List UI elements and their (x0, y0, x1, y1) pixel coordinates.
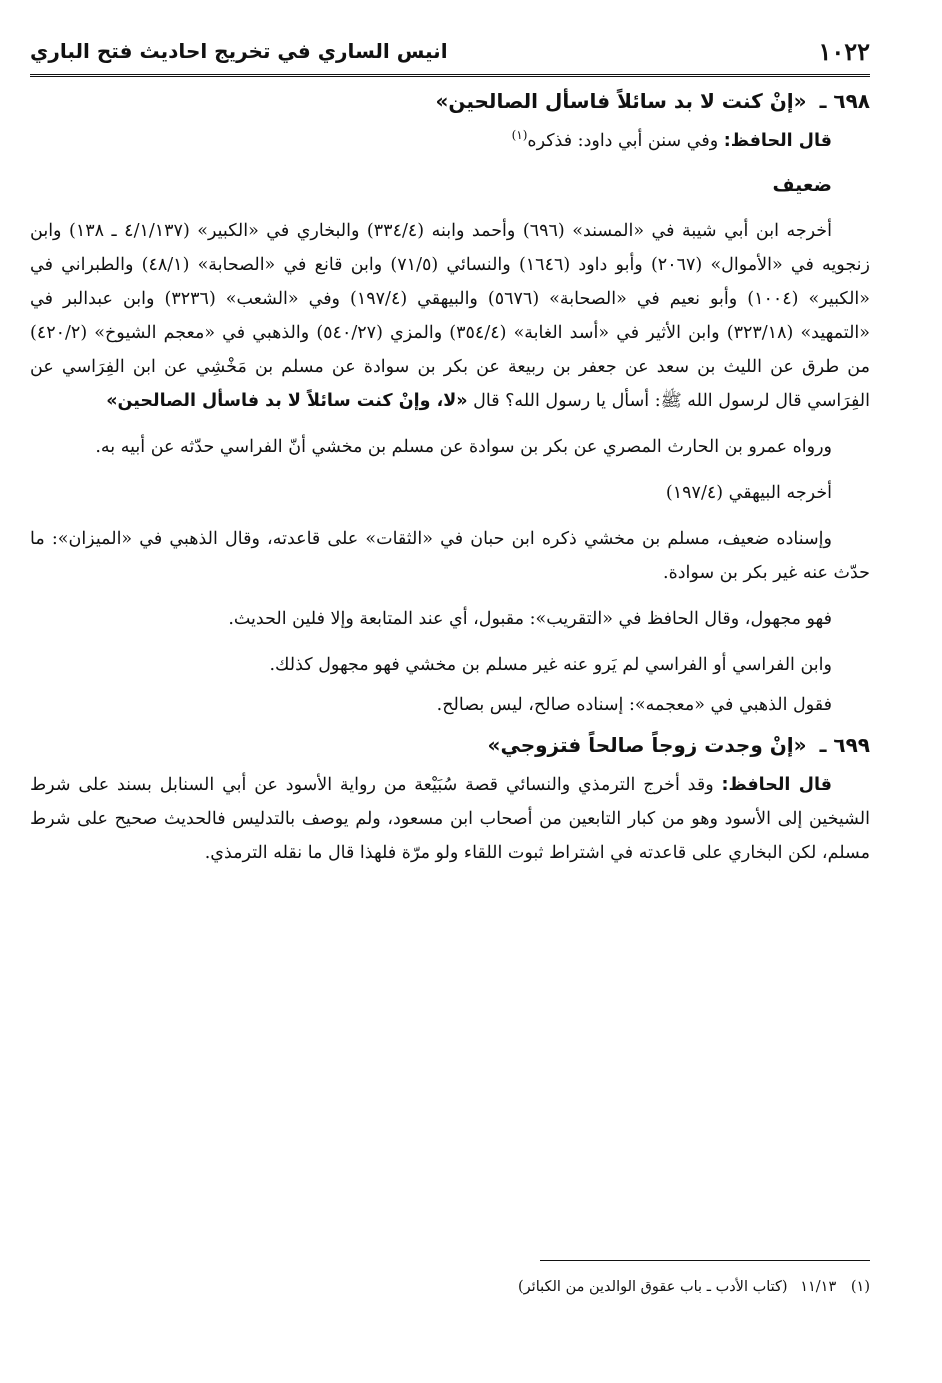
running-title: انيس الساري في تخريج احاديث فتح الباري (30, 39, 448, 63)
hadith-text-bold: «لا، وإنْ كنت سائلاً لا بد فاسأل الصالحين» (106, 391, 468, 411)
hafiz-text: وفي سنن أبي داود: فذكره (527, 131, 719, 151)
hafiz-label: قال الحافظ: (723, 131, 832, 151)
hafiz-statement-699 (30, 768, 870, 870)
footnote-marker: (١) (511, 128, 528, 143)
hafiz-text: وقد أخرج الترمذي والنسائي قصة سُبَيْعة من رواية الأسود عن أبي السنابل بسند على شرط الشيخين إلى الأسود وهو من كبار التابعين من أصحاب ابن مسعود، ولم يوصف بالتدليس فالحديث صحيح على شرط مسلم، لكن البخاري على قاعدته في اشتراط ثبوت اللقاء ولو مرّة فلهذا قال ما نقله الترمذي. (30, 775, 870, 863)
footnote-text: (كتاب الأدب ـ باب عقوق الوالدين من الكبائر) (518, 1279, 788, 1295)
grading-verdict: ضعيف (772, 174, 832, 196)
hadith-number: ٦٩٨ ـ (819, 89, 870, 113)
takhrij-line: أخرجه البيهقي (١٩٧/٤) (665, 483, 832, 503)
page-header (30, 28, 870, 77)
page-number: ١٠٢٢ (818, 36, 870, 66)
isnad-paragraph: وإسناده ضعيف، مسلم بن مخشي ذكره ابن حبان في «الثقات» على قاعدته، وقال الذهبي في «الميزان»: ما حدّث عنه غير بكر بن سوادة. (30, 529, 870, 583)
page-content (30, 84, 870, 870)
paragraph-text: أخرجه ابن أبي شيبة في «المسند» (٦٩٦) وأحمد وابنه (٣٣٤/٤) والبخاري في «الكبير» (٤/١/١٣٧ ـ ١٣٨) وابن زنجويه في «الأموال» (٢٠٦٧) وأبو داود (١٦٤٦) والنسائي (٧١/٥) وابن قانع في «الصحابة» (٤٨/١) والطبراني في «الكبير» (١٠٠٤) وأبو نعيم في «الصحابة» (٥٦٧٦) والبيهقي (١٩٧/٤) وفي «الشعب» (٣٢٣٦) وابن عبدالبر في «التمهيد» (٣٢٣/١٨) وابن الأثير في «أسد الغابة» (٣٥٤/٤) والمزي (٥٤٠/٢٧) والذهبي في «معجم الشيوخ» (٤٢٠/٢) من طرق عن الليث بن سعد عن جعفر بن ربيعة عن بكر بن سوادة عن مسلم بن مَخْشِي عن ابن الفِرَاسي عن الفِرَاسي قال لرسول الله ﷺ: أسأل يا رسول الله؟ قال (30, 221, 870, 411)
narration-paragraph: ورواه عمرو بن الحارث المصري عن بكر بن سوادة عن مسلم بن مخشي أنّ الفراسي حدّثه عن أبيه به. (95, 437, 832, 457)
takhrij-paragraph (30, 214, 870, 418)
footnote-divider (540, 1260, 870, 1261)
narrator-note: وابن الفراسي أو الفراسي لم يَرو عنه غير مسلم بن مخشي فهو مجهول كذلك. (269, 655, 832, 675)
book-page (30, 28, 870, 1328)
hadith-title: «إنْ كنت لا بد سائلاً فاسأل الصالحين» (435, 89, 807, 113)
hadith-title: «إنْ وجدت زوجاً صالحاً فتزوجي» (487, 733, 807, 757)
narrator-paragraph: فهو مجهول، وقال الحافظ في «التقريب»: مقبول، أي عند المتابعة وإلا فلين الحديث. (228, 609, 832, 629)
hadith-heading-698 (30, 84, 870, 118)
footnote-reference: ١١/١٣ (800, 1279, 837, 1295)
hadith-heading-699 (30, 728, 870, 762)
footnote-number: (١) (850, 1279, 870, 1295)
hafiz-label: قال الحافظ: (721, 775, 832, 795)
footnote (30, 1274, 870, 1300)
hafiz-statement (30, 124, 870, 158)
hadith-number: ٦٩٩ ـ (819, 733, 870, 757)
conclusion-line: فقول الذهبي في «معجمه»: إسناده صالح، ليس بصالح. (436, 695, 832, 715)
